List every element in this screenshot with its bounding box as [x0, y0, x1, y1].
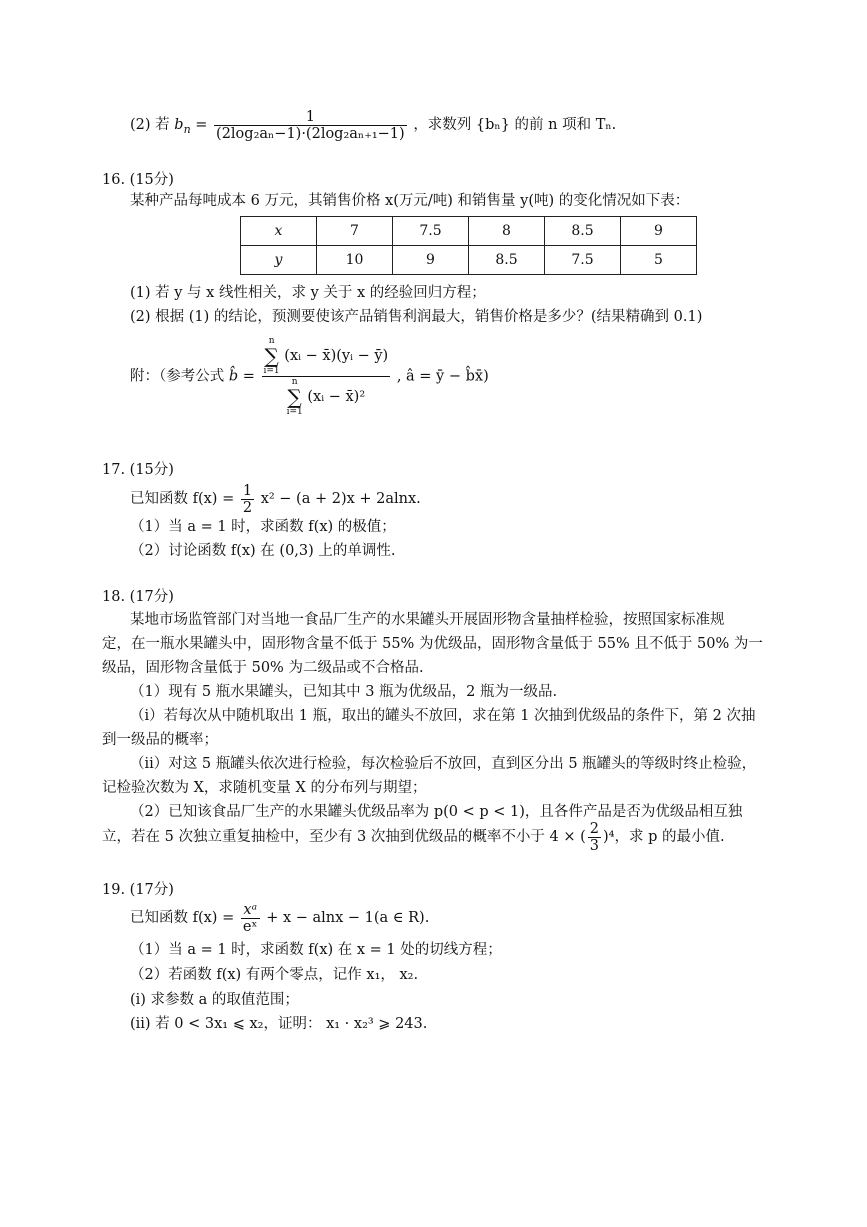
sum-top: n: [268, 336, 275, 346]
q15-sub-n: n: [183, 122, 191, 136]
q15-frac-denominator: (2log₂aₙ−1)·(2log₂aₙ₊₁−1): [216, 125, 405, 142]
q16-reference-formula: [130, 336, 489, 417]
q16-intro: 某种产品每吨成本 6 万元，其销售价格 x(万元/吨) 和销售量 y(吨) 的变化情况如下表：: [130, 193, 690, 209]
q15-fraction: [214, 109, 407, 142]
q18-line3: 级品，固形物含量低于 50% 为二级品或不合格品.: [102, 660, 424, 676]
q18-line1: 某地市场监管部门对当地一食品厂生产的水果罐头开展固形物含量抽样检验，按照国家标准规: [130, 612, 725, 628]
q17-given: [130, 482, 421, 516]
q19-part2i: (i) 求参数 a 的取值范围；: [130, 992, 299, 1008]
q19-header: 19. (17分): [102, 882, 174, 898]
q18-line5: （i）若每次从中随机取出 1 瓶，取出的罐头不放回，求在第 1 次抽到优级品的条件下，第 2 次抽: [130, 708, 756, 724]
q15-part2: [130, 106, 616, 149]
q17-given-suffix: x² − (a + 2)x + 2alnx.: [260, 491, 421, 507]
table-cell: 9: [393, 246, 469, 275]
q16-ref-denominator: [262, 376, 391, 417]
table-cell: y: [241, 246, 317, 275]
q18-header: 18. (17分): [102, 589, 174, 605]
q18-line7: （ii）对这 5 瓶罐头依次进行检验，每次检验后不放回，直到区分出 5 瓶罐头的等级时终止检验，: [130, 756, 757, 772]
table-cell: 7.5: [393, 217, 469, 246]
q18-line10-prefix: 立，若在 5 次独立重复抽检中，至少有 3 次抽到优级品的概率不小于 4 × (: [102, 829, 586, 845]
q16-ref-fraction: [262, 336, 391, 417]
q15-b-n: b: [174, 117, 184, 133]
q18-line4: （1）现有 5 瓶水果罐头，已知其中 3 瓶为优级品，2 瓶为一级品.: [130, 684, 558, 700]
q16-header: 16. (15分): [102, 172, 174, 188]
table-cell: 8: [469, 217, 545, 246]
q18-line10: [102, 820, 725, 854]
q19-given-suffix: + x − alnx − 1(a ∈ R).: [266, 910, 430, 926]
sum-bottom: i=1: [286, 407, 303, 417]
sum-symbol: n ∑ i=1: [263, 336, 280, 376]
q19-part1: （1）当 a = 1 时，求函数 f(x) 在 x = 1 处的切线方程；: [130, 942, 502, 958]
q18-line8: 记检验次数为 X，求随机变量 X 的分布列与期望；: [102, 780, 427, 796]
q19-given: [130, 900, 429, 936]
sum-symbol: n ∑ i=1: [286, 377, 303, 417]
q15-eq: =: [195, 117, 208, 133]
q18-line6: 到一级品的概率；: [102, 732, 218, 748]
q16-ref-suffix: , â = ȳ − b̂x̄): [396, 368, 489, 385]
table-cell: 8.5: [545, 217, 621, 246]
q17-half-fraction: [241, 483, 254, 516]
q15-frac-numerator: 1: [305, 108, 315, 125]
q15-part2-suffix: ，求数列 {bₙ} 的前 n 项和 Tₙ.: [413, 117, 617, 133]
q19-frac-num: xᵃ: [243, 901, 258, 918]
q18-frac-den: 3: [589, 837, 599, 854]
q17-header: 17. (15分): [102, 462, 174, 478]
q19-part2: （2）若函数 f(x) 有两个零点，记作 x₁， x₂.: [130, 967, 419, 983]
table-cell: 7.5: [545, 246, 621, 275]
q17-part1: （1）当 a = 1 时，求函数 f(x) 的极值；: [130, 519, 396, 535]
q16-part1: (1) 若 y 与 x 线性相关，求 y 关于 x 的经验回归方程；: [130, 285, 486, 301]
table-row-y: [241, 246, 697, 275]
q15-part2-prefix: (2) 若: [130, 117, 170, 133]
q18-line10-suffix: )⁴，求 p 的最小值.: [602, 829, 725, 845]
q18-line2: 定，在一瓶水果罐头中，固形物含量不低于 55% 为优级品，固形物含量低于 55% 且不低于 50% 为一: [102, 636, 763, 652]
q17-given-prefix: 已知函数 f(x) =: [130, 491, 235, 507]
q17-part2: （2）讨论函数 f(x) 在 (0,3) 上的单调性.: [130, 543, 396, 559]
q16-ref-numerator: [262, 336, 391, 376]
q16-part2: (2) 根据 (1) 的结论，预测要使该产品销售利润最大，销售价格是多少？(结果精确到 0.1): [130, 309, 703, 325]
sum-top: n: [291, 377, 298, 387]
q17-half-den: 2: [242, 499, 253, 516]
q16-ref-prefix: 附：（参考公式: [130, 368, 225, 385]
q18-line9: （2）已知该食品厂生产的水果罐头优级品率为 p(0 < p < 1)，且各件产品是否为优级品相互独: [130, 804, 743, 820]
sum-bottom: i=1: [263, 366, 280, 376]
q19-fraction: [241, 902, 260, 935]
q17-half-num: 1: [242, 482, 253, 499]
q19-given-prefix: 已知函数 f(x) =: [130, 910, 235, 926]
table-row-x: [241, 217, 697, 246]
q19-frac-den: eˣ: [242, 918, 258, 935]
q16-data-table: [240, 216, 697, 275]
q16-b-hat: b̂ =: [228, 368, 255, 385]
table-cell: 9: [621, 217, 697, 246]
q16-ref-den-text: (xᵢ − x̄)²: [307, 389, 366, 405]
table-cell: 8.5: [469, 246, 545, 275]
table-cell: x: [241, 217, 317, 246]
q18-frac-num: 2: [589, 820, 599, 837]
table-cell: 5: [621, 246, 697, 275]
q18-fraction: [588, 821, 601, 854]
q16-ref-num-text: (xᵢ − x̄)(yᵢ − ȳ): [284, 348, 389, 364]
table-cell: 7: [317, 217, 393, 246]
q19-part2ii: (ii) 若 0 < 3x₁ ⩽ x₂，证明： x₁ · x₂³ ⩾ 243.: [130, 1016, 428, 1032]
table-cell: 10: [317, 246, 393, 275]
